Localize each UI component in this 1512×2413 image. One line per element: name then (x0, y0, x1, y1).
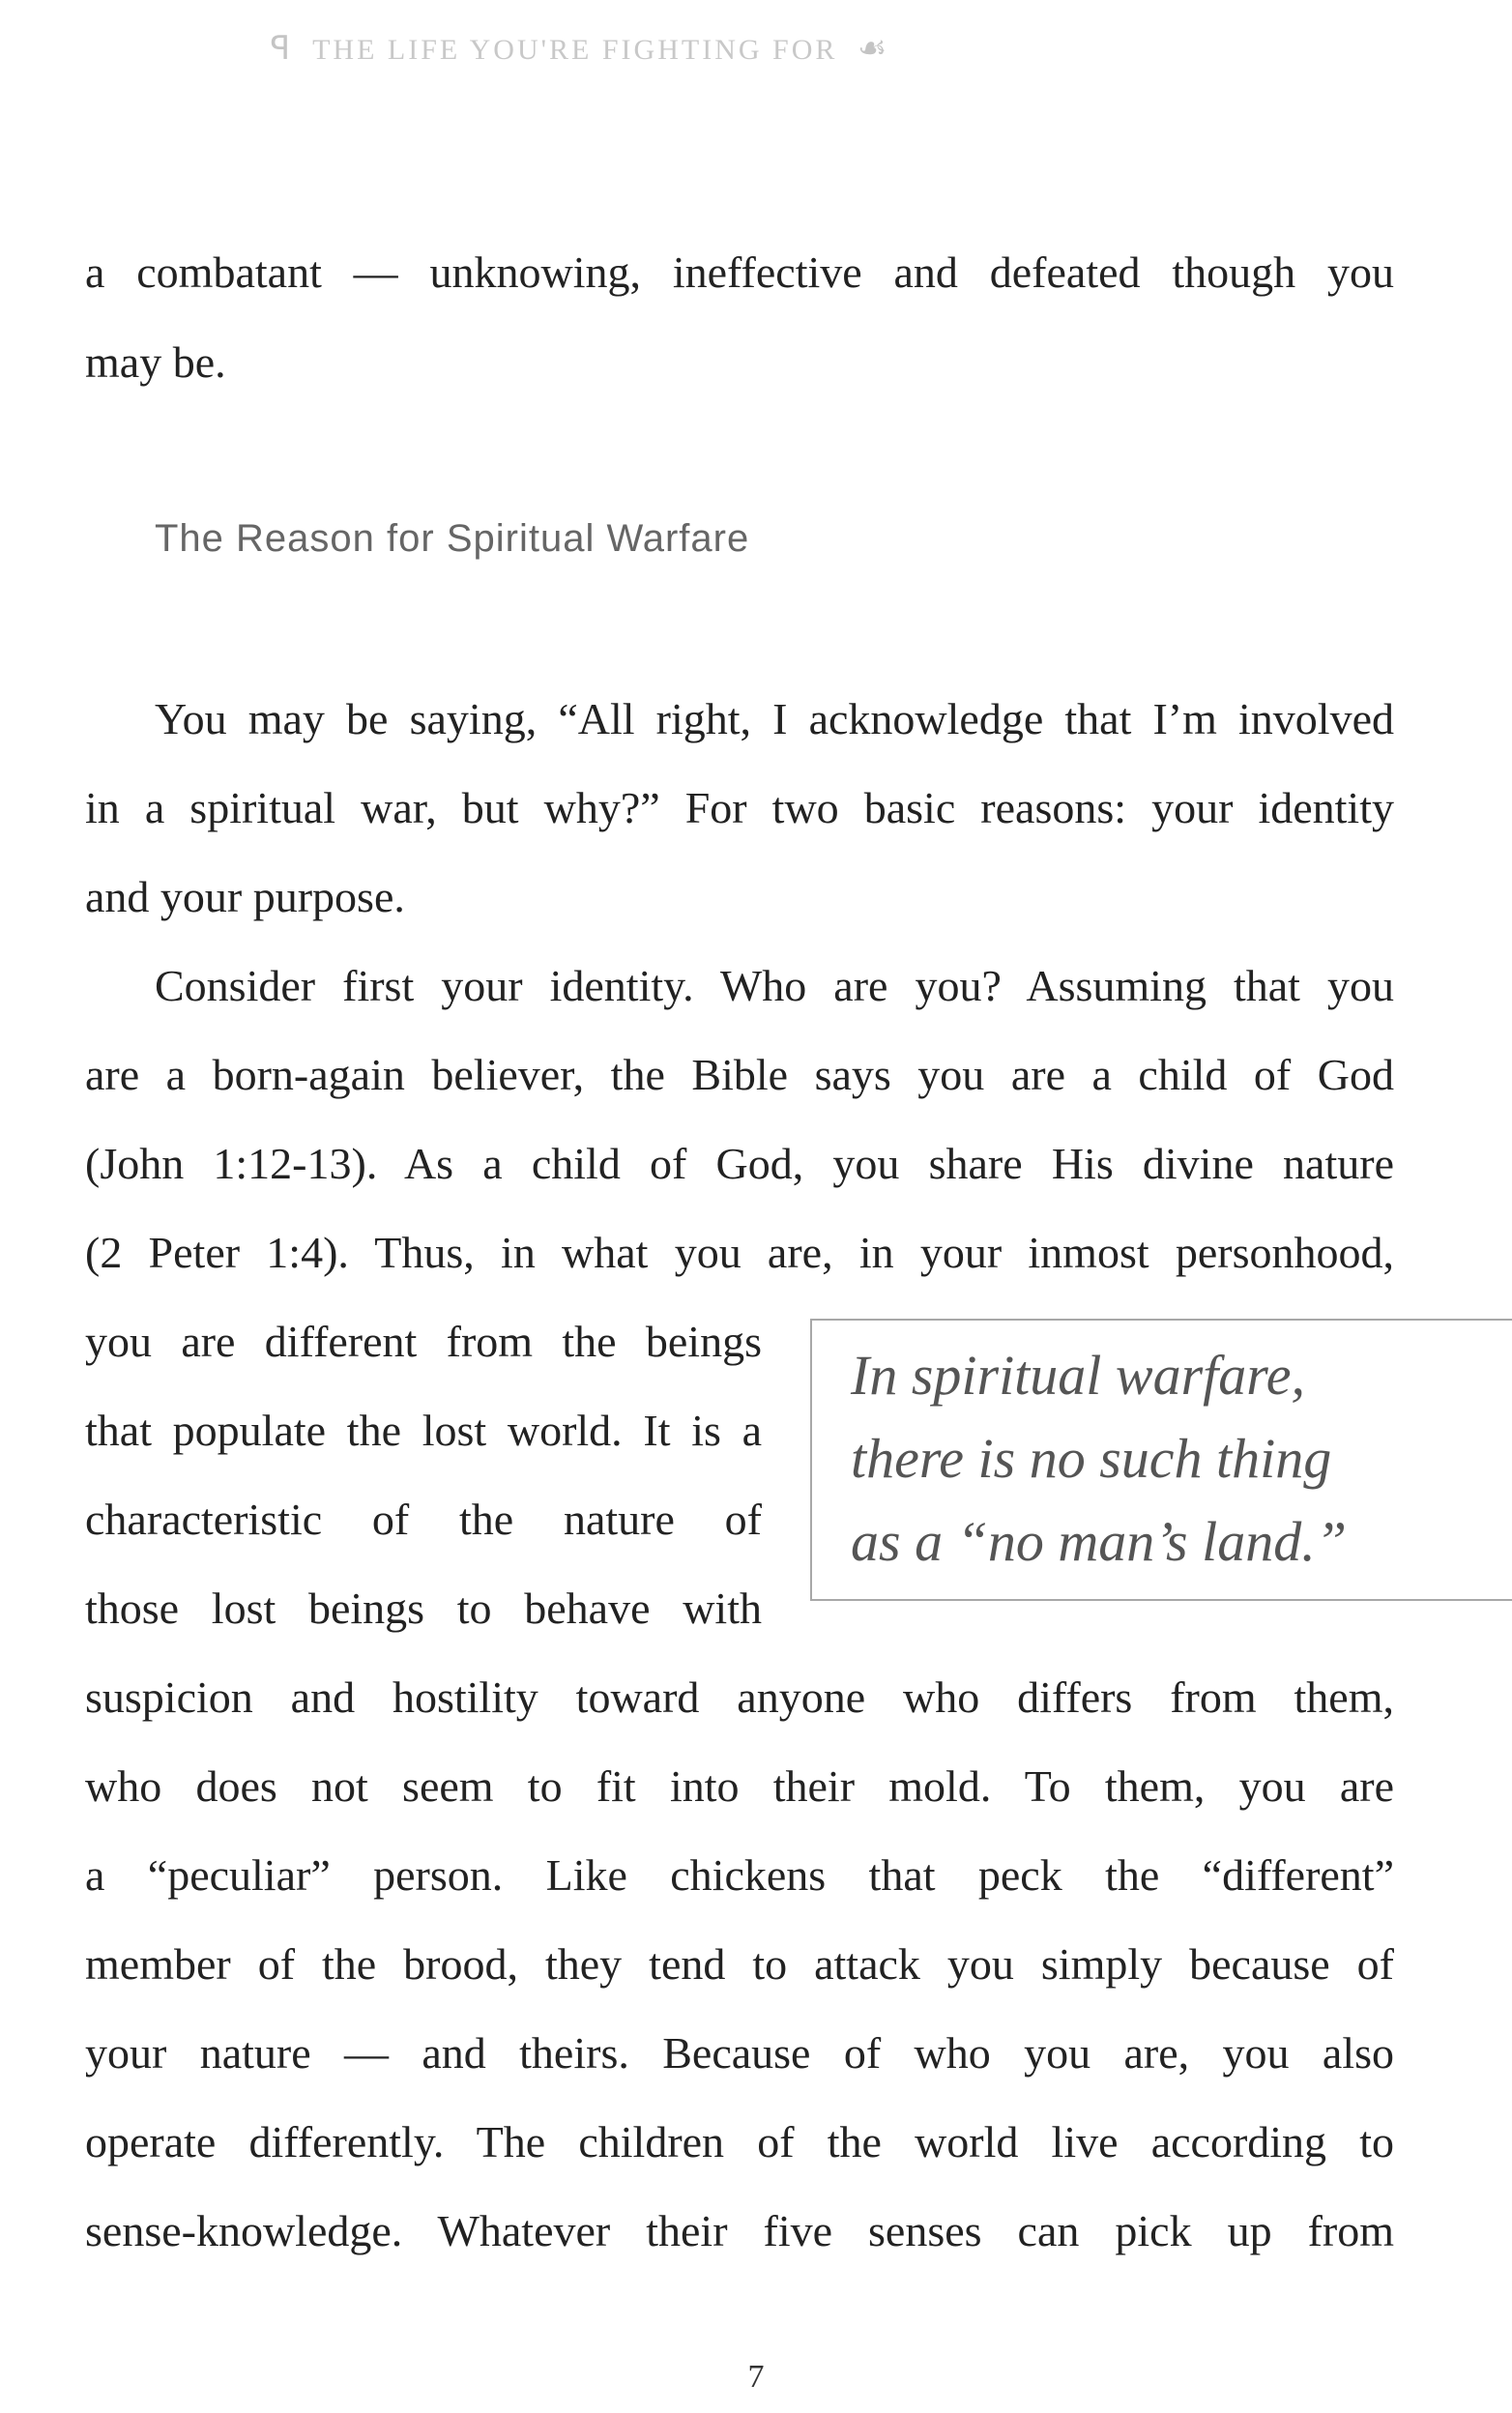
body-line: your nature — and theirs. Because of who you are, you also (85, 2028, 1394, 2078)
body-line: a combatant — unknowing, ineffective and defeated though you (85, 247, 1394, 297)
page-number: 7 (747, 2359, 765, 2395)
pull-quote-box (810, 1319, 1512, 1601)
body-line: sense-knowledge. Whatever their five senses can pick up from (85, 2206, 1394, 2255)
running-header (0, 29, 1160, 68)
body-line: may be. (85, 337, 226, 387)
pull-quote-line: as a “no man’s land.” (851, 1510, 1347, 1573)
paragraph-first-line: You may be saying, “All right, I acknowledge that I’m involved (155, 694, 1394, 743)
body-line: suspicion and hostility toward anyone who differs from them, (85, 1672, 1394, 1722)
body-line: operate differently. The children of the world live according to (85, 2117, 1394, 2166)
paragraph-first-line: Consider first your identity. Who are you? Assuming that you (155, 961, 1394, 1010)
body-line: member of the brood, they tend to attack you simply because of (85, 1939, 1394, 1989)
wrapped-line: that populate the lost world. It is a (85, 1406, 762, 1455)
pull-quote-line: In spiritual warfare, (851, 1344, 1305, 1407)
body-line: in a spiritual war, but why?” For two basic reasons: your identity (85, 783, 1394, 832)
right-ornament-icon: ☙ (857, 31, 890, 67)
body-line: a “peculiar” person. Like chickens that peck the “different” (85, 1850, 1394, 1900)
wrapped-line: you are different from the beings (85, 1317, 762, 1366)
body-line: who does not seem to fit into their mold. To them, you are (85, 1761, 1394, 1811)
running-header-title: THE LIFE YOU'RE FIGHTING FOR (312, 34, 838, 66)
body-line: (2 Peter 1:4). Thus, in what you are, in your inmost personhood, (85, 1228, 1394, 1277)
left-ornament-icon: ꟼ (270, 31, 294, 67)
wrapped-line: those lost beings to behave with (85, 1584, 762, 1633)
pull-quote-line: there is no such thing (851, 1427, 1332, 1490)
wrapped-line: characteristic of the nature of (85, 1495, 762, 1544)
body-line: are a born-again believer, the Bible says you are a child of God (85, 1050, 1394, 1099)
body-line: and your purpose. (85, 872, 405, 921)
body-line: (John 1:12-13). As a child of God, you share His divine nature (85, 1139, 1394, 1188)
section-heading: The Reason for Spiritual Warfare (155, 517, 750, 560)
